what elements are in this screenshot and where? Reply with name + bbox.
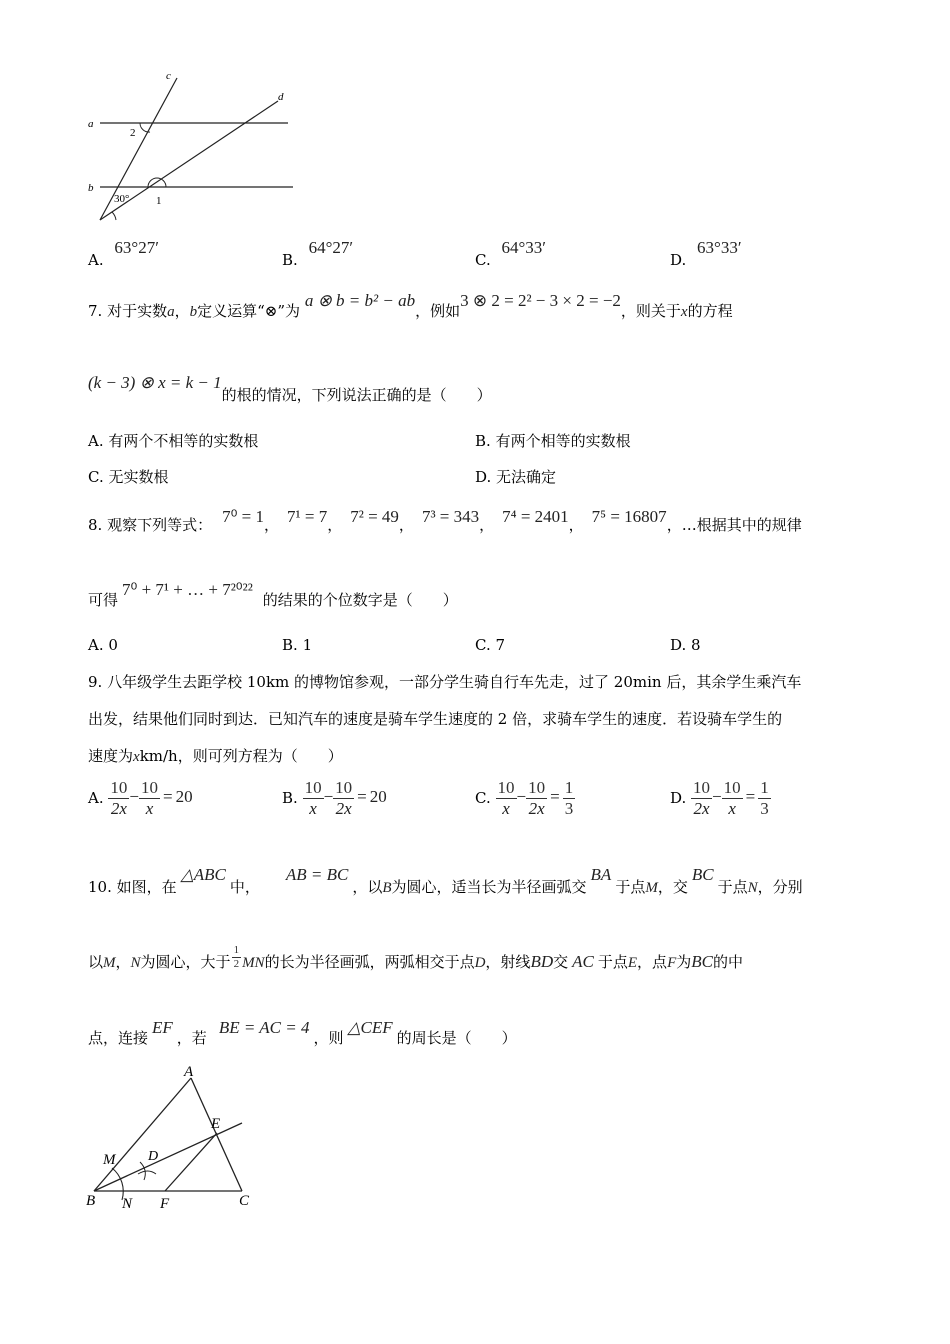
option-letter: B. <box>282 251 298 269</box>
fraction <box>496 778 517 818</box>
label-angle2: 2 <box>130 127 136 139</box>
option-text: 无法确定 <box>496 468 557 486</box>
q10-line1 <box>88 865 803 897</box>
equals: = <box>550 787 560 807</box>
numerator: 10 <box>693 778 711 797</box>
text: 为圆心，大于 <box>140 953 231 972</box>
option-letter: C. <box>475 636 491 654</box>
q10-line2 <box>88 944 743 976</box>
option-letter: C. <box>88 468 104 486</box>
q8-line1: 8. 观察下列等式： 7⁰ = 1， 7¹ = 7， 7² = 49， 7³ = 343， 7⁴ = 2401， 7⁵ = 16807，…根据其中的规律 <box>88 507 802 534</box>
question-number: 10. <box>88 878 112 896</box>
text: ， <box>174 302 190 320</box>
fraction <box>526 778 547 818</box>
fraction <box>758 778 771 818</box>
numerator: 10 <box>140 778 158 797</box>
text: 于点 <box>717 878 748 896</box>
q6-option-d[interactable] <box>670 238 742 269</box>
option-text: 无实数根 <box>108 468 169 486</box>
equals: = <box>162 787 173 807</box>
text: ，…根据其中的规律 <box>666 516 802 534</box>
angle30-arc <box>112 212 116 220</box>
fraction <box>691 778 712 818</box>
var-b: b <box>189 304 198 320</box>
fraction <box>333 778 354 818</box>
point-d: D <box>474 955 486 972</box>
fraction <box>139 778 160 818</box>
option-letter: A. <box>88 636 104 654</box>
denominator: 2 <box>233 957 240 970</box>
text: 于点 <box>615 878 646 896</box>
q9-line3 <box>88 745 343 766</box>
q6-option-b[interactable] <box>282 238 354 269</box>
numerator: 1 <box>564 778 574 797</box>
q8-option-a[interactable] <box>88 636 118 654</box>
text: 交 <box>553 953 569 972</box>
text: ，以 <box>352 878 383 896</box>
label-angle30: 30° <box>114 193 130 205</box>
denominator: 3 <box>760 798 769 818</box>
denominator: x <box>309 798 317 818</box>
numerator: 10 <box>528 778 546 797</box>
numerator: 10 <box>497 778 515 797</box>
operator: − <box>516 787 527 807</box>
label-e: E <box>211 1116 221 1132</box>
text: 为 <box>676 953 692 972</box>
numerator: 10 <box>335 778 353 797</box>
arc-d2 <box>138 1171 156 1174</box>
numerator: 1 <box>233 944 240 956</box>
option-value: 7 <box>495 636 506 654</box>
option-letter: D. <box>475 468 492 486</box>
denominator: x <box>728 798 736 818</box>
text: km/h，则可列方程为（ ） <box>139 747 343 765</box>
label-angle1: 1 <box>156 195 162 207</box>
question-number: 7. <box>88 302 103 320</box>
denominator: 3 <box>564 798 574 818</box>
label-c: C <box>239 1193 250 1209</box>
label-a: A <box>184 1064 194 1080</box>
text: 的周长是（ ） <box>396 1029 517 1047</box>
operator: − <box>129 787 139 807</box>
q8-option-b[interactable] <box>282 636 312 654</box>
equation: AB = BC <box>285 865 349 884</box>
label-d: D <box>148 1149 159 1164</box>
text: ，射线 <box>485 953 531 972</box>
segment-ef <box>165 1133 217 1191</box>
text: ， <box>115 953 131 972</box>
option-value: 8 <box>691 636 701 654</box>
option-text: 有两个不相等的实数根 <box>108 432 259 450</box>
ray-bd <box>94 1123 242 1191</box>
label-n: N <box>122 1196 133 1212</box>
point-n: N <box>130 955 141 972</box>
option-value: 64°27′ <box>308 238 354 257</box>
denominator: 2x <box>335 798 352 818</box>
label-c: c <box>166 70 171 82</box>
segment-bc: BC <box>691 952 713 972</box>
triangle-abc: △ABC <box>180 865 226 884</box>
triangle-cef: △CEF <box>347 1018 393 1037</box>
numerator: 10 <box>110 778 128 797</box>
q7-option-a[interactable] <box>88 430 258 451</box>
denominator: 2x <box>693 798 710 818</box>
question-number: 8. <box>88 516 103 534</box>
text: ，若 <box>176 1029 207 1047</box>
option-value: 63°27′ <box>114 238 159 257</box>
option-letter: C. <box>475 789 491 808</box>
fraction <box>108 778 129 818</box>
q9-line1 <box>88 671 801 692</box>
operator: − <box>712 787 722 807</box>
equals: = <box>357 787 367 807</box>
q8-option-d[interactable] <box>670 636 701 654</box>
segment-ac: AC <box>572 952 594 972</box>
equality: 7³ = 343 <box>421 507 480 526</box>
fraction <box>563 778 576 818</box>
text: 中， <box>229 878 260 896</box>
line-c <box>100 78 177 220</box>
text: ，分别 <box>757 878 803 896</box>
equality: 7⁰ = 1 <box>222 507 265 526</box>
option-value: 1 <box>302 636 313 654</box>
label-f: F <box>160 1196 170 1212</box>
q10-line3 <box>88 1018 517 1048</box>
label-b: B <box>86 1193 96 1209</box>
operator: − <box>323 787 334 807</box>
q8-line2 <box>88 580 458 610</box>
numerator: 10 <box>723 778 741 797</box>
equality: 7⁵ = 16807 <box>591 507 667 526</box>
q6-option-c[interactable] <box>475 238 547 269</box>
q9-option-b[interactable] <box>282 778 387 818</box>
point-m: M <box>645 880 658 896</box>
point-n: N <box>747 880 758 896</box>
option-value: 63°33′ <box>697 238 742 257</box>
side-ab <box>94 1078 191 1191</box>
text: 速度为 <box>88 747 134 765</box>
text: 出发，结果他们同时到达．已知汽车的速度是骑车学生速度的 2 倍，求骑车学生的速度．若设骑车学生的 <box>88 710 783 728</box>
text: 的中 <box>712 953 743 972</box>
text: ，则 <box>313 1029 344 1047</box>
option-letter: B. <box>475 432 491 450</box>
label-m: M <box>103 1152 116 1168</box>
triangle-construction-figure <box>80 1060 280 1220</box>
power-sum: 7⁰ + 7¹ + … + 7²⁰²² <box>122 580 253 599</box>
text: 观察下列等式： <box>107 516 213 534</box>
equality: 7² = 49 <box>350 507 399 526</box>
option-letter: B. <box>282 636 298 654</box>
option-letter: C. <box>475 251 491 269</box>
equality: 7¹ = 7 <box>287 507 328 526</box>
var-x: x <box>680 304 688 320</box>
denominator: 2x <box>110 798 127 818</box>
text: 如图，在 <box>116 878 177 896</box>
denominator: x <box>502 798 510 818</box>
text: ，例如 <box>415 302 461 320</box>
text: 点，连接 <box>88 1029 149 1047</box>
option-letter: A. <box>88 789 104 808</box>
q7-option-c[interactable] <box>88 466 169 487</box>
equals: = <box>745 787 756 807</box>
operation-example: 3 ⊗ 2 = 2² − 3 × 2 = −2 <box>460 291 621 310</box>
text: 的长为半径画弧，两弧相交于点 <box>264 953 475 972</box>
point-b: B <box>382 880 392 896</box>
denominator: 2x <box>528 798 545 818</box>
numerator: 1 <box>760 778 769 797</box>
option-letter: A. <box>88 432 104 450</box>
ray-bd: BD <box>530 952 554 972</box>
point-f: F <box>667 955 677 972</box>
option-value: 64°33′ <box>501 238 547 257</box>
text: 于点 <box>597 953 628 972</box>
rhs: 20 <box>175 787 193 807</box>
option-letter: D. <box>670 789 687 808</box>
text: 的根的情况，下列说法正确的是（ ） <box>221 386 492 404</box>
fraction-half <box>232 944 242 970</box>
text: 以 <box>88 953 104 972</box>
point-m: M <box>103 955 116 972</box>
var-x: x <box>133 749 140 765</box>
q7-line2 <box>88 373 492 405</box>
rhs: 20 <box>369 787 387 807</box>
text: 八年级学生去距学校 10km 的博物馆参观，一部分学生骑自行车先走，过了 20min 后，其余学生乘汽车 <box>107 673 802 691</box>
text: 的结果的个位数字是（ ） <box>262 591 458 609</box>
text: 的方程 <box>687 302 733 320</box>
q7-option-b[interactable] <box>475 430 631 451</box>
text: 可得 <box>88 591 119 609</box>
option-value: 0 <box>108 636 118 654</box>
q7-line1 <box>88 291 733 321</box>
equality: 7⁴ = 2401 <box>502 507 569 526</box>
equation: BE = AC = 4 <box>218 1018 310 1037</box>
fraction <box>722 778 743 818</box>
point-e: E <box>627 955 638 972</box>
question-number: 9. <box>88 673 103 691</box>
segment-ba: BA <box>590 865 612 884</box>
fraction <box>303 778 324 818</box>
operation-definition: a ⊗ b = b² − ab <box>304 291 416 310</box>
segment-ef: EF <box>152 1018 173 1037</box>
q9-option-a[interactable] <box>88 778 193 818</box>
option-letter: B. <box>282 789 298 808</box>
q7-option-d[interactable] <box>475 466 556 487</box>
option-text: 有两个相等的实数根 <box>495 432 631 450</box>
label-a: a <box>88 118 94 130</box>
text: ，则关于 <box>620 302 681 320</box>
var-a: a <box>167 304 175 320</box>
q6-option-a[interactable] <box>88 238 159 269</box>
label-d: d <box>278 91 284 103</box>
equation: (k − 3) ⊗ x = k − 1 <box>88 373 222 392</box>
q9-line2 <box>88 708 782 729</box>
option-letter: A. <box>88 251 104 269</box>
text: ，点 <box>637 953 668 972</box>
q8-option-c[interactable] <box>475 636 505 654</box>
segment-bc: BC <box>691 865 714 884</box>
text: 为圆心，适当长为半径画弧交 <box>391 878 587 896</box>
option-letter: D. <box>670 251 687 269</box>
q9-option-c[interactable] <box>475 778 575 818</box>
numerator: 10 <box>304 778 322 797</box>
text: ，交 <box>657 878 688 896</box>
option-letter: D. <box>670 636 687 654</box>
label-b: b <box>88 182 94 194</box>
parallel-lines-figure <box>80 70 310 235</box>
denominator: x <box>145 798 154 818</box>
text: 对于实数 <box>107 302 168 320</box>
segment-mn: MN <box>242 955 265 972</box>
text: 定义运算“⊗”为 <box>197 302 301 320</box>
q9-option-d[interactable] <box>670 778 771 818</box>
